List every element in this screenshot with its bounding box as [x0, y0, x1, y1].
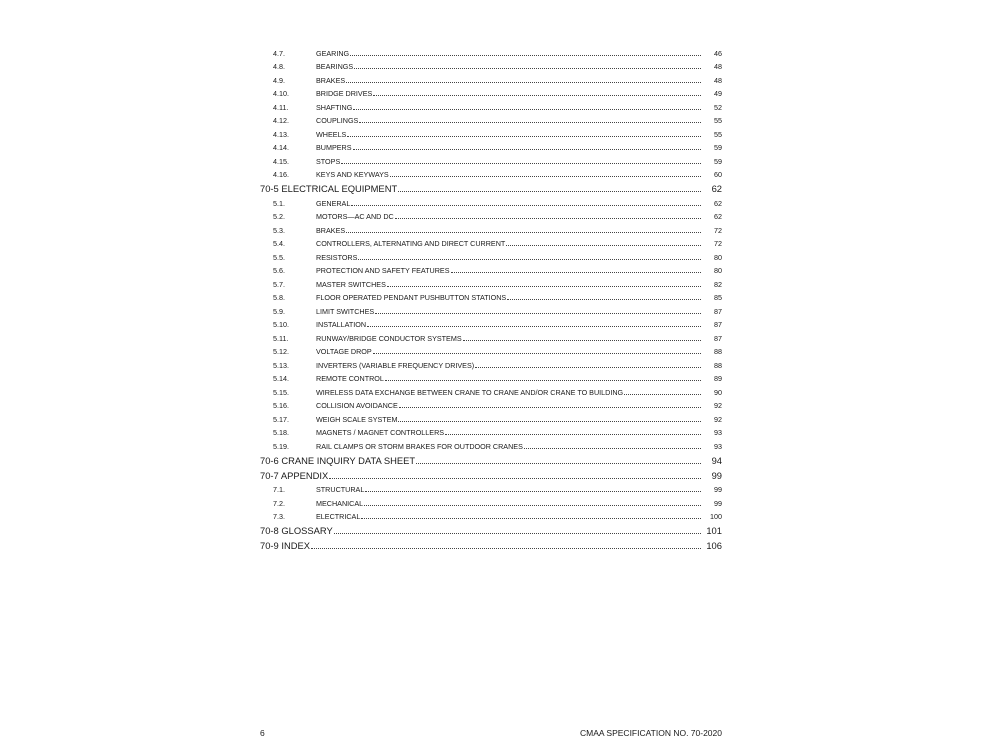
- toc-section-number: 7.1.: [273, 485, 285, 494]
- toc-page-number: 87: [714, 306, 722, 316]
- toc-section-number: 7.3.: [273, 512, 285, 521]
- toc-section-number: 4.13.: [273, 129, 289, 139]
- toc-section-entry: [260, 194, 722, 208]
- toc-section-number: 5.3.: [273, 225, 285, 235]
- toc-page-number: 101: [706, 525, 722, 536]
- toc-page-number: 62: [711, 183, 722, 194]
- toc-section-number: 5.7.: [273, 279, 285, 289]
- toc-section-number: 4.9.: [273, 75, 285, 85]
- toc-section-entry: [260, 410, 722, 424]
- toc-chapter-entry: [260, 521, 722, 536]
- toc-dot-leader: [416, 463, 701, 464]
- toc-section-entry: [260, 383, 722, 397]
- toc-section-entry: [260, 302, 722, 316]
- toc-dot-leader: [475, 367, 701, 368]
- toc-dot-leader: [346, 232, 701, 233]
- toc-entry-title: WHEELS: [316, 129, 347, 139]
- toc-entry-title: 70-7 APPENDIX: [260, 469, 329, 481]
- toc-section-number: 4.14.: [273, 143, 289, 152]
- toc-section-number: 5.5.: [273, 252, 285, 262]
- toc-section-entry: [260, 166, 722, 180]
- toc-dot-leader: [390, 176, 701, 177]
- toc-dot-leader: [451, 272, 701, 273]
- toc-section-entry: [260, 98, 722, 112]
- toc-page-number: 94: [711, 454, 722, 466]
- toc-page-number: 46: [714, 48, 722, 58]
- toc-section-number: 5.19.: [273, 441, 289, 451]
- toc-page-number: 100: [710, 512, 722, 521]
- toc-dot-leader: [373, 95, 701, 96]
- toc-section-number: 4.12.: [273, 116, 289, 125]
- toc-section-number: 4.10.: [273, 89, 289, 98]
- toc-entry-title: 70-8 GLOSSARY: [260, 525, 333, 536]
- toc-page-number: 59: [714, 156, 722, 166]
- toc-section-number: 5.4.: [273, 239, 285, 248]
- toc-dot-leader: [367, 326, 701, 327]
- toc-chapter-entry: [260, 451, 722, 466]
- toc-dot-leader: [365, 491, 701, 492]
- toc-entry-title: MECHANICAL: [316, 498, 364, 508]
- toc-entry-title: INVERTERS (VARIABLE FREQUENCY DRIVES): [316, 360, 475, 370]
- toc-page-number: 48: [714, 62, 722, 71]
- toc-page-number: 60: [714, 170, 722, 179]
- toc-entry-title: CONTROLLERS, ALTERNATING AND DIRECT CURRENT: [316, 239, 506, 248]
- toc-page-number: 80: [714, 266, 722, 275]
- toc-entry-title: BEARINGS: [316, 62, 354, 71]
- toc-dot-leader: [350, 55, 701, 56]
- toc-dot-leader: [399, 407, 701, 408]
- toc-section-entry: [260, 152, 722, 166]
- toc-entry-title: MOTORS—AC AND DC: [316, 212, 394, 221]
- toc-page-number: 93: [714, 428, 722, 437]
- toc-chapter-entry: [260, 536, 722, 551]
- toc-entry-title: GEARING: [316, 48, 350, 58]
- toc-page-number: 99: [714, 498, 722, 508]
- toc-section-number: 4.11.: [273, 102, 289, 112]
- toc-section-number: 5.10.: [273, 320, 289, 329]
- toc-section-number: 5.12.: [273, 347, 289, 356]
- toc-entry-title: GENERAL: [316, 198, 351, 208]
- toc-page-number: 72: [714, 225, 722, 235]
- toc-section-entry: [260, 370, 722, 384]
- toc-dot-leader: [524, 448, 701, 449]
- toc-page-number: 85: [714, 293, 722, 302]
- toc-dot-leader: [358, 259, 701, 260]
- toc-section-entry: [260, 221, 722, 235]
- toc-page-number: 106: [706, 540, 722, 551]
- toc-page-number: 92: [714, 401, 722, 410]
- toc-section-entry: [260, 235, 722, 249]
- toc-dot-leader: [311, 548, 701, 549]
- toc-page-number: 89: [714, 374, 722, 383]
- toc-page-number: 92: [714, 414, 722, 424]
- toc-section-number: 4.8.: [273, 62, 285, 71]
- toc-section-entry: [260, 112, 722, 126]
- toc-page-number: 59: [714, 143, 722, 152]
- toc-section-number: 7.2.: [273, 498, 285, 508]
- toc-section-number: 5.1.: [273, 198, 285, 208]
- toc-section-number: 5.16.: [273, 401, 289, 410]
- toc-section-entry: [260, 44, 722, 58]
- toc-section-number: 4.7.: [273, 48, 285, 58]
- toc-page-number: 99: [714, 485, 722, 494]
- toc-entry-title: 70-9 INDEX: [260, 540, 311, 551]
- toc-page-number: 88: [714, 347, 722, 356]
- toc-section-entry: [260, 494, 722, 508]
- toc-page-number: 55: [714, 116, 722, 125]
- toc-section-entry: [260, 208, 722, 222]
- toc-section-number: 5.18.: [273, 428, 289, 437]
- toc-entry-title: ELECTRICAL: [316, 512, 361, 521]
- toc-page-number: 49: [714, 89, 722, 98]
- toc-entry-title: VOLTAGE DROP: [316, 347, 372, 356]
- toc-dot-leader: [398, 421, 701, 422]
- table-of-contents: [260, 44, 722, 551]
- toc-page-number: 87: [714, 320, 722, 329]
- toc-section-number: 5.8.: [273, 293, 285, 302]
- toc-page-number: 52: [714, 102, 722, 112]
- toc-section-entry: [260, 71, 722, 85]
- toc-dot-leader: [398, 191, 701, 192]
- toc-section-entry: [260, 481, 722, 495]
- toc-section-entry: [260, 248, 722, 262]
- toc-section-entry: [260, 125, 722, 139]
- toc-dot-leader: [334, 533, 701, 534]
- toc-dot-leader: [353, 109, 701, 110]
- toc-chapter-entry: [260, 466, 722, 481]
- toc-dot-leader: [354, 68, 701, 69]
- toc-dot-leader: [463, 340, 701, 341]
- toc-section-number: 5.9.: [273, 306, 285, 316]
- toc-section-entry: [260, 437, 722, 451]
- toc-entry-title: STOPS: [316, 156, 341, 166]
- toc-entry-title: BUMPERS: [316, 143, 352, 152]
- toc-entry-title: STRUCTURAL: [316, 485, 365, 494]
- toc-section-entry: [260, 139, 722, 153]
- toc-dot-leader: [329, 478, 701, 479]
- toc-section-number: 5.15.: [273, 387, 289, 397]
- toc-entry-title: COLLISION AVOIDANCE: [316, 401, 398, 410]
- toc-entry-title: 70-6 CRANE INQUIRY DATA SHEET: [260, 454, 416, 466]
- toc-entry-title: WEIGH SCALE SYSTEM: [316, 414, 398, 424]
- toc-entry-title: 70-5 ELECTRICAL EQUIPMENT: [260, 183, 398, 194]
- toc-page-number: 72: [714, 239, 722, 248]
- toc-section-number: 5.6.: [273, 266, 285, 275]
- toc-page-number: 62: [714, 212, 722, 221]
- toc-page-number: 55: [714, 129, 722, 139]
- toc-section-number: 5.11.: [273, 333, 289, 343]
- toc-section-entry: [260, 275, 722, 289]
- toc-section-number: 5.13.: [273, 360, 289, 370]
- toc-entry-title: LIMIT SWITCHES: [316, 306, 375, 316]
- toc-page-number: 88: [714, 360, 722, 370]
- toc-entry-title: INSTALLATION: [316, 320, 367, 329]
- toc-entry-title: BRAKES: [316, 225, 346, 235]
- toc-entry-title: SHAFTING: [316, 102, 353, 112]
- toc-dot-leader: [445, 434, 701, 435]
- toc-page-number: 90: [714, 387, 722, 397]
- toc-dot-leader: [341, 163, 701, 164]
- toc-entry-title: RUNWAY/BRIDGE CONDUCTOR SYSTEMS: [316, 333, 462, 343]
- toc-dot-leader: [507, 299, 701, 300]
- toc-entry-title: WIRELESS DATA EXCHANGE BETWEEN CRANE TO CRANE AND/OR CRANE TO BUILDING: [316, 387, 624, 397]
- toc-page-number: 62: [714, 198, 722, 208]
- toc-section-entry: [260, 85, 722, 99]
- toc-dot-leader: [506, 245, 701, 246]
- toc-page-number: 87: [714, 333, 722, 343]
- toc-entry-title: MAGNETS / MAGNET CONTROLLERS: [316, 428, 445, 437]
- footer-document-title: CMAA SPECIFICATION NO. 70-2020: [579, 728, 722, 738]
- toc-dot-leader: [375, 313, 701, 314]
- toc-dot-leader: [359, 122, 701, 123]
- toc-section-entry: [260, 356, 722, 370]
- toc-dot-leader: [353, 149, 701, 150]
- toc-page-number: 99: [711, 469, 722, 481]
- footer-page-number: 6: [260, 728, 265, 738]
- toc-section-entry: [260, 397, 722, 411]
- toc-entry-title: KEYS AND KEYWAYS: [316, 170, 389, 179]
- toc-dot-leader: [624, 394, 701, 395]
- toc-page-number: 82: [714, 279, 722, 289]
- toc-section-entry: [260, 343, 722, 357]
- toc-section-number: 4.16.: [273, 170, 289, 179]
- toc-section-entry: [260, 58, 722, 72]
- toc-dot-leader: [351, 205, 701, 206]
- toc-page-number: 93: [714, 441, 722, 451]
- toc-dot-leader: [395, 218, 701, 219]
- toc-dot-leader: [373, 353, 701, 354]
- toc-dot-leader: [347, 136, 701, 137]
- toc-dot-leader: [364, 505, 701, 506]
- toc-dot-leader: [385, 380, 701, 381]
- toc-page-number: 48: [714, 75, 722, 85]
- toc-section-entry: [260, 329, 722, 343]
- toc-dot-leader: [346, 82, 701, 83]
- toc-entry-title: RESISTORS: [316, 252, 358, 262]
- toc-entry-title: REMOTE CONTROL: [316, 374, 384, 383]
- toc-section-entry: [260, 289, 722, 303]
- toc-entry-title: PROTECTION AND SAFETY FEATURES: [316, 266, 450, 275]
- toc-section-number: 5.2.: [273, 212, 285, 221]
- toc-section-number: 5.17.: [273, 414, 289, 424]
- toc-entry-title: COUPLINGS: [316, 116, 359, 125]
- toc-page-number: 80: [714, 252, 722, 262]
- toc-section-entry: [260, 262, 722, 276]
- toc-entry-title: MASTER SWITCHES: [316, 279, 386, 289]
- toc-dot-leader: [387, 286, 701, 287]
- toc-section-entry: [260, 316, 722, 330]
- toc-entry-title: FLOOR OPERATED PENDANT PUSHBUTTON STATIONS: [316, 293, 507, 302]
- toc-section-entry: [260, 424, 722, 438]
- toc-chapter-entry: [260, 179, 722, 194]
- toc-entry-title: BRIDGE DRIVES: [316, 89, 373, 98]
- toc-section-entry: [260, 508, 722, 522]
- toc-entry-title: BRAKES: [316, 75, 346, 85]
- toc-entry-title: RAIL CLAMPS OR STORM BRAKES FOR OUTDOOR CRANES: [316, 441, 523, 451]
- toc-section-number: 5.14.: [273, 374, 289, 383]
- toc-section-number: 4.15.: [273, 156, 289, 166]
- toc-dot-leader: [361, 518, 701, 519]
